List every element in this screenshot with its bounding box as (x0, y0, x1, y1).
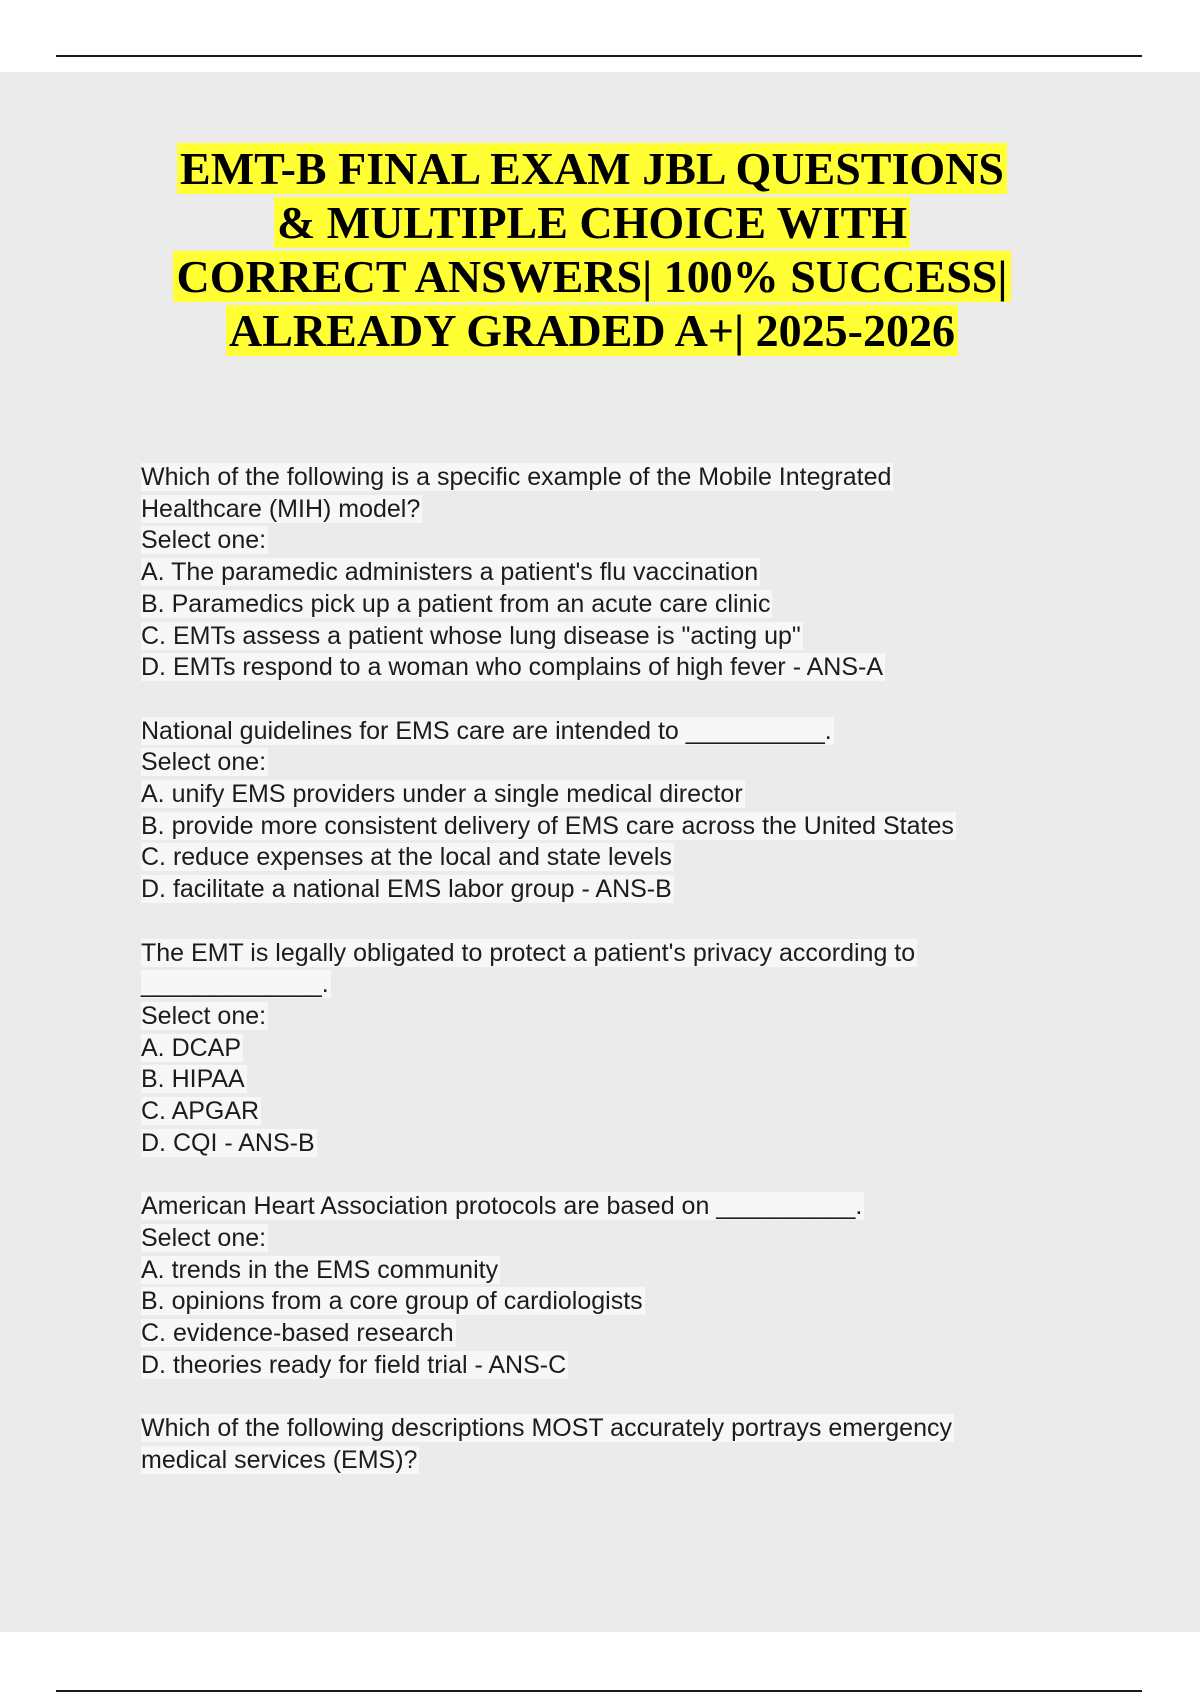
question-text: _____________. (141, 970, 329, 999)
select-one-label: Select one: (141, 1001, 267, 1030)
question-text: Which of the following is a specific example of the Mobile Integrated (141, 463, 892, 491)
question-text: American Heart Association protocols are based on __________. (141, 1192, 863, 1221)
answer-option: D. theories ready for field trial - ANS-C (141, 1350, 567, 1379)
question-block (141, 462, 1081, 684)
answer-option: A. DCAP (141, 1033, 242, 1062)
answer-option: C. APGAR (141, 1097, 260, 1126)
answer-option: B. provide more consistent delivery of EMS care across the United States (141, 811, 954, 840)
question-block (141, 716, 1081, 906)
title-line: & MULTIPLE CHOICE WITH (120, 196, 1064, 250)
question-text: National guidelines for EMS care are intended to __________. (141, 716, 832, 745)
select-one-label: Select one: (141, 748, 267, 777)
answer-option: D. facilitate a national EMS labor group - ANS-B (141, 875, 672, 904)
answer-option: A. trends in the EMS community (141, 1255, 499, 1284)
answer-option: A. The paramedic administers a patient's flu vaccination (141, 558, 759, 587)
answer-option: C. reduce expenses at the local and state levels (141, 843, 672, 872)
select-one-label: Select one: (141, 1223, 267, 1252)
title-line: ALREADY GRADED A+| 2025-2026 (120, 304, 1064, 358)
document-title (120, 142, 1064, 358)
bottom-rule (56, 1690, 1142, 1692)
top-rule (56, 55, 1142, 57)
question-text: medical services (EMS)? (141, 1445, 418, 1474)
question-text: Which of the following descriptions MOST accurately portrays emergency (141, 1414, 952, 1443)
title-line: EMT-B FINAL EXAM JBL QUESTIONS (120, 142, 1064, 196)
question-block (141, 938, 1081, 1160)
select-one-label: Select one: (141, 526, 267, 555)
answer-option: B. Paramedics pick up a patient from an acute care clinic (141, 589, 771, 618)
question-text: Healthcare (MIH) model? (141, 494, 421, 523)
answer-option: D. EMTs respond to a woman who complains of high fever - ANS-A (141, 653, 883, 682)
question-block (141, 1413, 1081, 1476)
title-line: CORRECT ANSWERS| 100% SUCCESS| (120, 250, 1064, 304)
answer-option: B. opinions from a core group of cardiologists (141, 1287, 643, 1316)
answer-option: D. CQI - ANS-B (141, 1128, 315, 1157)
answer-option: B. HIPAA (141, 1065, 245, 1094)
answer-option: A. unify EMS providers under a single medical director (141, 780, 743, 809)
answer-option: C. evidence-based research (141, 1318, 454, 1347)
question-list (141, 462, 1081, 1508)
answer-option: C. EMTs assess a patient whose lung disease is "acting up" (141, 621, 801, 650)
question-block (141, 1191, 1081, 1381)
question-text: The EMT is legally obligated to protect a patient's privacy according to (141, 938, 916, 967)
